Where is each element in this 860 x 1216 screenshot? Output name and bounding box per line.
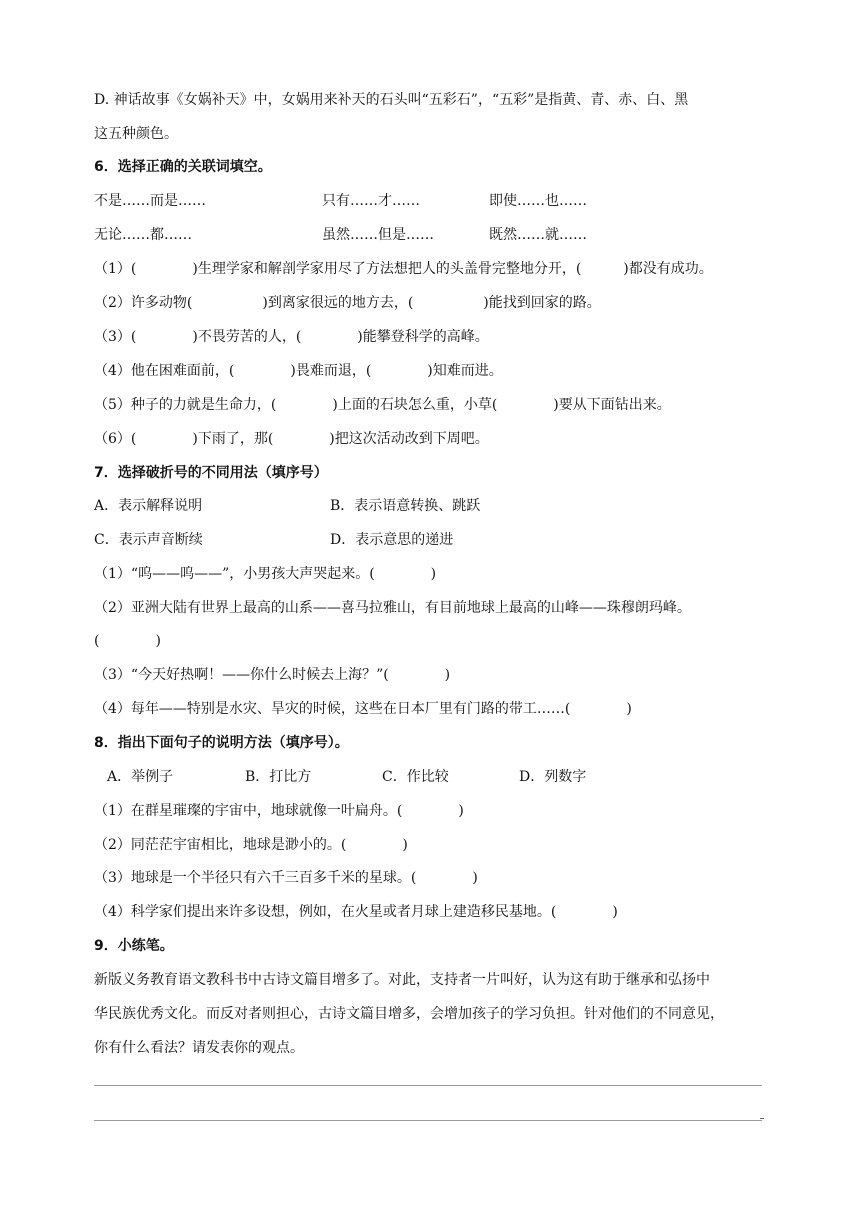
q7-item-3: （3）“今天好热啊！——你什么时候去上海？”( ) bbox=[94, 667, 451, 683]
answer-line-2[interactable] bbox=[94, 1120, 762, 1121]
q6-conj-4: 无论……都…… bbox=[94, 227, 192, 243]
q6-item-3: （3）( )不畏劳苦的人，( )能攀登科学的高峰。 bbox=[94, 329, 489, 345]
q7-option-d: D．表示意思的递进 bbox=[330, 532, 454, 548]
option-d-line-2: 这五种颜色。 bbox=[94, 126, 178, 142]
q9-paragraph-line-1: 新版义务教育语文教科书中古诗文篇目增多了。对此，支持者一片叫好，认为这有助于继承和弘扬中 bbox=[94, 972, 710, 988]
line-end-mark bbox=[760, 1118, 764, 1119]
q6-item-4: （4）他在困难面前，( )畏难而退，( )知难而进。 bbox=[94, 363, 503, 379]
q7-title: 7．选择破折号的不同用法（填序号） bbox=[94, 465, 328, 481]
q7-option-a: A．表示解释说明 bbox=[94, 498, 203, 514]
q7-option-c: C．表示声音断续 bbox=[94, 532, 203, 548]
q6-conj-2: 只有……才…… bbox=[322, 193, 420, 209]
q6-conj-6: 既然……就…… bbox=[489, 227, 587, 243]
q6-conj-1: 不是……而是…… bbox=[94, 193, 206, 209]
q7-item-2-blank: ( ) bbox=[94, 633, 161, 649]
q6-title: 6．选择正确的关联词填空。 bbox=[94, 159, 272, 175]
q7-item-2: （2）亚洲大陆有世界上最高的山系——喜马拉雅山，有目前地球上最高的山峰——珠穆朗玛峰。 bbox=[94, 600, 691, 616]
answer-line-1[interactable] bbox=[94, 1085, 762, 1086]
q6-item-6: （6）( )下雨了，那( )把这次活动改到下周吧。 bbox=[94, 431, 489, 447]
q6-item-5: （5）种子的力就是生命力，( )上面的石块怎么重，小草( )要从下面钻出来。 bbox=[94, 397, 671, 413]
q9-paragraph-line-2: 华民族优秀文化。而反对者则担心，古诗文篇目增多，会增加孩子的学习负担。针对他们的不同意见， bbox=[94, 1006, 724, 1022]
q8-item-2: （2）同茫茫宇宙相比，地球是渺小的。( ) bbox=[94, 837, 408, 853]
q7-item-4: （4）每年——特别是水灾、旱灾的时候，这些在日本厂里有门路的带工……( ) bbox=[94, 701, 632, 717]
q8-option-c: C．作比较 bbox=[382, 769, 449, 785]
q6-item-1: （1）( )生理学家和解剖学家用尽了方法想把人的头盖骨完整地分开，( )都没有成功。 bbox=[94, 261, 713, 277]
option-d-line-1: D. 神话故事《女娲补天》中，女娲用来补天的石头叫“五彩石”，“五彩”是指黄、青、赤、白、黑 bbox=[94, 92, 689, 108]
q8-option-b: B．打比方 bbox=[245, 769, 312, 785]
q8-item-4: （4）科学家们提出来许多设想，例如，在火星或者月球上建造移民基地。( ) bbox=[94, 904, 618, 920]
q8-item-1: （1）在群星璀璨的宇宙中，地球就像一叶扁舟。( ) bbox=[94, 803, 464, 819]
q8-title: 8．指出下面句子的说明方法（填序号）。 bbox=[94, 735, 349, 751]
q6-conj-3: 即使……也…… bbox=[489, 193, 587, 209]
q7-item-1: （1）“呜——呜——”，小男孩大声哭起来。( ) bbox=[94, 566, 437, 582]
q8-option-a: A．举例子 bbox=[107, 769, 174, 785]
q8-option-d: D．列数字 bbox=[519, 769, 587, 785]
q6-item-2: （2）许多动物( )到离家很远的地方去，( )能找到回家的路。 bbox=[94, 295, 601, 311]
q7-option-b: B．表示语意转换、跳跃 bbox=[330, 498, 481, 514]
q9-title: 9．小练笔。 bbox=[94, 938, 174, 954]
q9-paragraph-line-3: 你有什么看法？请发表你的观点。 bbox=[94, 1040, 304, 1056]
q8-item-3: （3）地球是一个半径只有六千三百多千米的星球。( ) bbox=[94, 870, 478, 886]
q6-conj-5: 虽然……但是…… bbox=[322, 227, 434, 243]
